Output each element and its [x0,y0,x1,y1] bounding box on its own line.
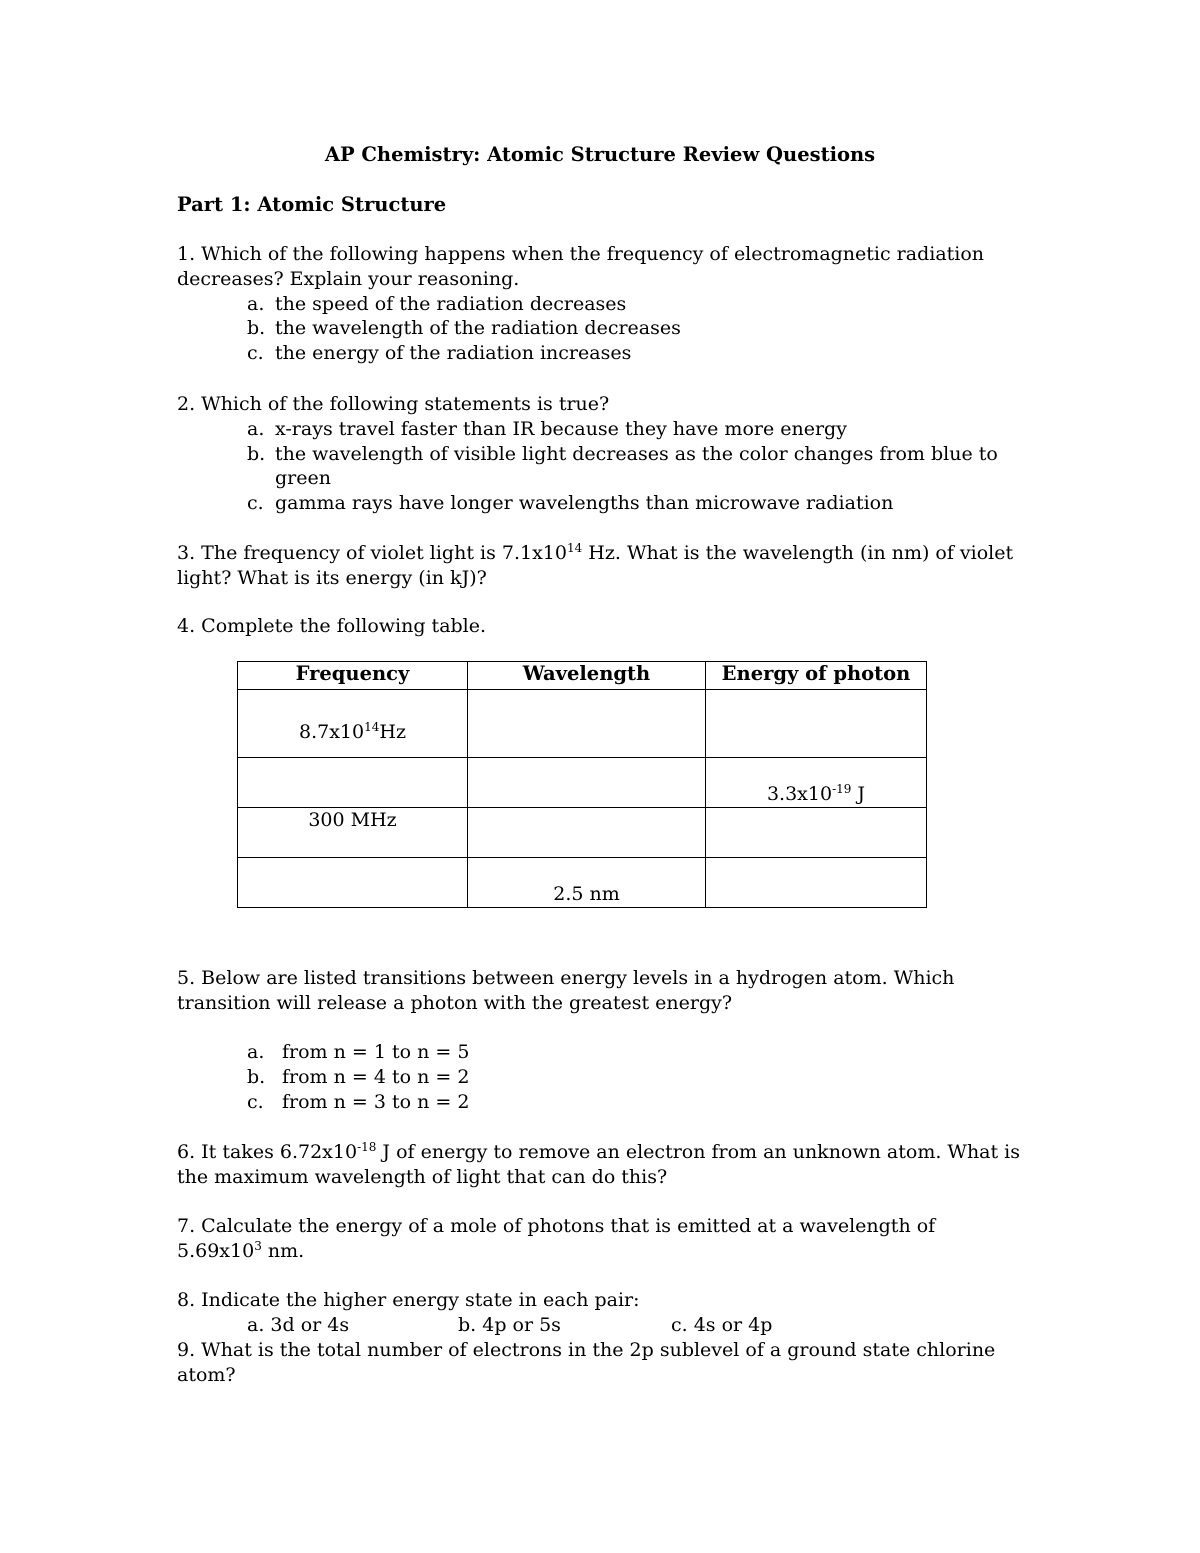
cell-energy-2: $3.3x10^{-19}$ J [706,758,927,808]
cell-wavelength-2 [468,758,706,808]
table-header-row [238,662,927,690]
option-2b: b. the wavelength of visible light decreases as the color changes from blue to [247,442,998,465]
cell-wavelength-1 [468,690,706,758]
question-8-options [177,1313,1027,1338]
cell-frequency-3: 300 MHz [238,808,468,858]
question-8-line-1: 8. Indicate the higher energy state in each pair: [177,1289,640,1311]
header-energy: Energy of photon [706,662,927,690]
question-1-line-2: decreases? Explain your reasoning. [177,267,520,290]
photon-table [237,661,927,908]
cell-frequency-2 [238,758,468,808]
question-4 [177,614,1027,639]
option-2c: c. gamma rays have longer wavelengths than microwave radiation [247,492,894,515]
option-5a: a. from n = 1 to n = 5 [247,1041,470,1064]
question-2-line-1: 2. Which of the following statements is true? [177,393,610,415]
question-8 [177,1288,1027,1338]
cell-energy-1 [706,690,927,758]
cell-frequency-1: $8.7x10^{14}Hz$ [238,690,468,758]
question-9-line-1: 9. What is the total number of electrons in the 2p sublevel of a ground state chlorine [177,1339,996,1361]
question-2 [177,392,1027,516]
question-9 [177,1338,1027,1388]
option-8b: b. 4p or 5s [458,1313,561,1336]
table-row [238,858,927,908]
header-wavelength: Wavelength [468,662,706,690]
option-2b-continued: green [275,467,331,490]
question-1 [177,242,1027,366]
table-row [238,690,927,758]
option-1a: a. the speed of the radiation decreases [247,292,627,315]
question-6-line-2: the maximum wavelength of light that can do this? [177,1165,668,1188]
option-8a: a. 3d or 4s [247,1313,350,1336]
question-4-line-1: 4. Complete the following table. [177,615,487,637]
table-row [238,758,927,808]
question-6-line-1: 6. It takes $6.72x10^{-18}$ J of energy to remove an electron from an unknown atom. What is [177,1140,1021,1163]
cell-wavelength-4: 2.5 nm [468,858,706,908]
option-8c: c. 4s or 4p [671,1313,773,1336]
question-3-line-2: light? What is its energy (in kJ)? [177,566,487,589]
table-row [238,808,927,858]
cell-energy-4 [706,858,927,908]
cell-frequency-4 [238,858,468,908]
option-1b: b. the wavelength of the radiation decreases [247,317,681,340]
cell-wavelength-3 [468,808,706,858]
section-heading: Part 1: Atomic Structure [177,193,447,216]
question-5-line-2: transition will release a photon with the greatest energy? [177,991,733,1014]
option-2a: a. x-rays travel faster than IR because they have more energy [247,417,847,440]
header-frequency: Frequency [238,662,468,690]
question-7 [177,1214,1027,1264]
question-1-line-1: 1. Which of the following happens when the frequency of electromagnetic radiation [177,243,985,265]
question-3 [177,541,1027,591]
question-6 [177,1140,1027,1190]
question-5 [177,966,1027,1115]
page-title: AP Chemistry: Atomic Structure Review Questions [324,143,876,166]
question-3-line-1: 3. The frequency of violet light is $7.1x10^{14}$ Hz. What is the wavelength (in nm) of violet [177,541,1014,564]
option-5b: b. from n = 4 to n = 2 [247,1066,470,1089]
option-1c: c. the energy of the radiation increases [247,342,632,365]
question-7-line-2: $5.69x10^3$ nm. [177,1238,305,1262]
cell-energy-3 [706,808,927,858]
question-5-line-1: 5. Below are listed transitions between energy levels in a hydrogen atom. Which [177,967,955,989]
question-7-line-1: 7. Calculate the energy of a mole of photons that is emitted at a wavelength of [177,1215,936,1237]
question-9-line-2: atom? [177,1363,236,1386]
option-5c: c. from n = 3 to n = 2 [247,1090,470,1113]
